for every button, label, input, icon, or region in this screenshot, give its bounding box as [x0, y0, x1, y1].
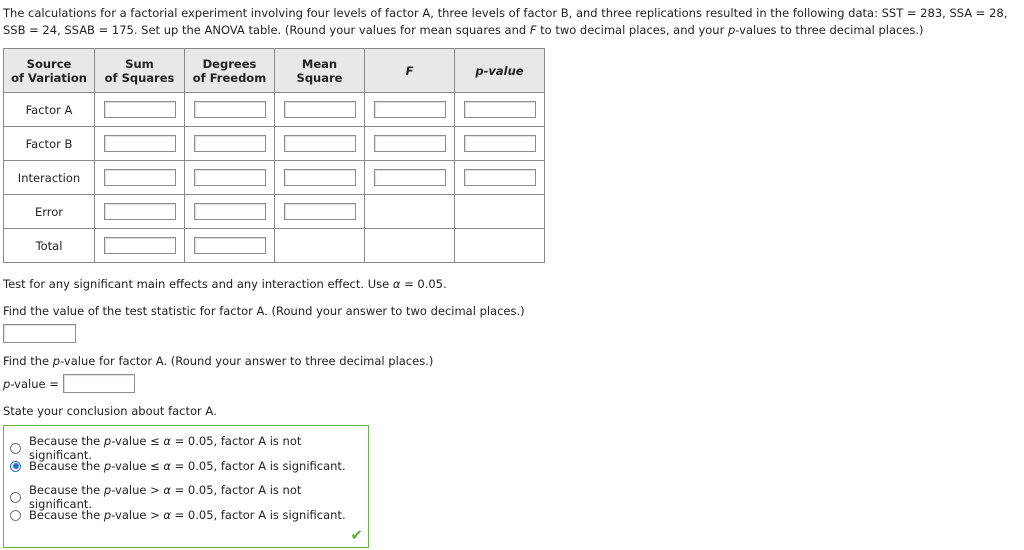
conclusion-choices [3, 425, 369, 548]
question-test-statistic: Find the value of the test statistic for factor A. (Round your answer to two decimal places.) [3, 304, 525, 318]
degrees-of-freedom-input[interactable] [194, 101, 266, 118]
row-source-label: Factor B [4, 127, 95, 161]
degrees-of-freedom-input[interactable] [194, 135, 266, 152]
sum-of-squares-input[interactable] [104, 203, 176, 220]
cell-sum-of-squares [95, 161, 185, 195]
f-input[interactable] [374, 101, 446, 118]
degrees-of-freedom-input[interactable] [194, 237, 266, 254]
cell-degrees-of-freedom [185, 229, 275, 263]
radio-button[interactable] [10, 510, 21, 521]
cell-degrees-of-freedom [185, 127, 275, 161]
cell-degrees-of-freedom [185, 195, 275, 229]
sum-of-squares-input[interactable] [104, 237, 176, 254]
cell-f [365, 127, 455, 161]
radio-button[interactable] [10, 443, 21, 454]
problem-statement [3, 5, 1018, 39]
question-p-value: Find the p-value for factor A. (Round your answer to three decimal places.) [3, 354, 434, 368]
p-value-input[interactable] [63, 374, 135, 393]
p-value-label: p-value = [3, 376, 59, 391]
cell-mean-square [275, 195, 365, 229]
cell-sum-of-squares [95, 127, 185, 161]
cell-mean-square [275, 93, 365, 127]
sum-of-squares-input[interactable] [104, 169, 176, 186]
cell-sum-of-squares [95, 229, 185, 263]
header-source: Source of Variation [4, 49, 95, 93]
header-p-value: p-value [455, 49, 545, 93]
degrees-of-freedom-input[interactable] [194, 203, 266, 220]
row-source-label: Factor A [4, 93, 95, 127]
cell-sum-of-squares [95, 93, 185, 127]
p-value-input[interactable] [464, 101, 536, 118]
p-value-input[interactable] [464, 135, 536, 152]
radio-button[interactable] [10, 492, 21, 503]
conclusion-option-2[interactable] [10, 459, 346, 473]
test-instruction: Test for any significant main effects and any interaction effect. Use α = 0.05. [3, 277, 447, 291]
p-value-input[interactable] [464, 169, 536, 186]
row-source-label: Total [4, 229, 95, 263]
option-label: Because the p-value > α = 0.05, factor A is significant. [29, 508, 346, 522]
radio-button[interactable] [10, 461, 21, 472]
cell-f [365, 93, 455, 127]
anova-table [3, 48, 545, 263]
anova-row-total [4, 229, 545, 263]
cell-p-value [455, 229, 545, 263]
cell-degrees-of-freedom [185, 161, 275, 195]
f-input[interactable] [374, 135, 446, 152]
cell-f [365, 161, 455, 195]
question-conclusion: State your conclusion about factor A. [3, 404, 217, 418]
option-label: Because the p-value > α = 0.05, factor A is not significant. [29, 483, 302, 511]
conclusion-option-3[interactable] [10, 483, 368, 511]
anova-row-interaction [4, 161, 545, 195]
anova-row-error [4, 195, 545, 229]
header-degrees-of-freedom: Degrees of Freedom [185, 49, 275, 93]
option-label: Because the p-value ≤ α = 0.05, factor A is not significant. [29, 434, 302, 462]
cell-f [365, 195, 455, 229]
problem-line-2: SSB = 24, SSAB = 175. Set up the ANOVA table. (Round your values for mean squares and F to two decimal places, and your p-values to three decimal places.) [3, 23, 924, 37]
mean-square-input[interactable] [284, 203, 356, 220]
header-sum-of-squares: Sum of Squares [95, 49, 185, 93]
row-source-label: Interaction [4, 161, 95, 195]
cell-p-value [455, 195, 545, 229]
f-input[interactable] [374, 169, 446, 186]
problem-line-1: The calculations for a factorial experiment involving four levels of factor A, three levels of factor B, and three replications resulted in the following data: SST = 283, SSA = 28, [3, 6, 1008, 20]
conclusion-option-4[interactable] [10, 508, 346, 522]
p-value-row [3, 374, 135, 393]
mean-square-input[interactable] [284, 135, 356, 152]
sum-of-squares-input[interactable] [104, 135, 176, 152]
cell-f [365, 229, 455, 263]
option-label: Because the p-value ≤ α = 0.05, factor A is significant. [29, 459, 346, 473]
cell-mean-square [275, 127, 365, 161]
cell-mean-square [275, 229, 365, 263]
cell-p-value [455, 127, 545, 161]
sum-of-squares-input[interactable] [104, 101, 176, 118]
cell-sum-of-squares [95, 195, 185, 229]
checkmark-icon: ✔ [350, 526, 363, 544]
cell-mean-square [275, 161, 365, 195]
mean-square-input[interactable] [284, 169, 356, 186]
row-source-label: Error [4, 195, 95, 229]
cell-p-value [455, 93, 545, 127]
anova-row-factor-b [4, 127, 545, 161]
cell-p-value [455, 161, 545, 195]
degrees-of-freedom-input[interactable] [194, 169, 266, 186]
header-mean-square: Mean Square [275, 49, 365, 93]
conclusion-option-1[interactable] [10, 434, 368, 462]
test-statistic-input[interactable] [3, 324, 76, 343]
cell-degrees-of-freedom [185, 93, 275, 127]
anova-row-factor-a [4, 93, 545, 127]
anova-header-row [4, 49, 545, 93]
header-f: F [365, 49, 455, 93]
mean-square-input[interactable] [284, 101, 356, 118]
